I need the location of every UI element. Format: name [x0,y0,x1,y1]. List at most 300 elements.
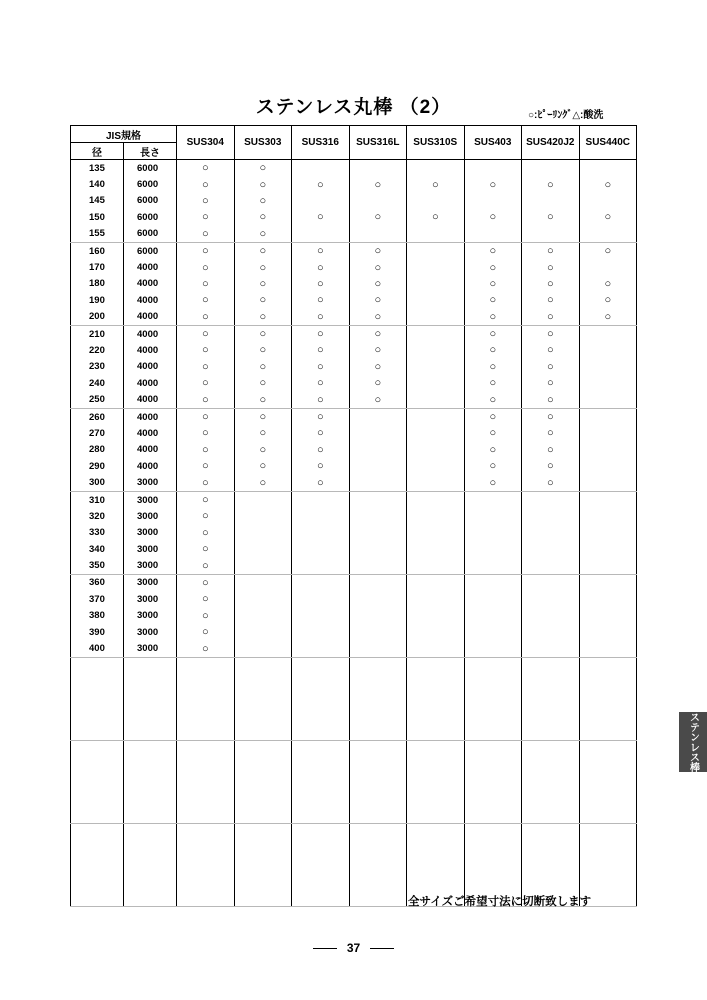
diameter-cell [71,806,124,823]
availability-mark: ○ [234,458,292,474]
availability-cell [579,740,637,757]
table-row [71,624,637,640]
table-row [71,591,637,607]
length-cell [124,723,177,740]
cutting-note: 全サイズご希望寸法に切断致します [408,896,592,908]
availability-cell [522,723,580,740]
availability-cell [177,674,235,690]
availability-cell [349,160,407,177]
diameter-cell: 240 [71,375,124,391]
availability-mark: ○ [349,309,407,326]
availability-cell [407,624,465,640]
length-cell [124,840,177,856]
availability-cell [407,691,465,707]
availability-mark: ○ [349,375,407,391]
availability-cell [292,757,350,773]
diameter-cell: 190 [71,292,124,308]
availability-cell [234,823,292,840]
table-row [71,840,637,856]
availability-cell [579,856,637,872]
availability-cell [579,608,637,624]
availability-cell [292,574,350,591]
availability-cell [579,259,637,275]
availability-cell [407,342,465,358]
length-cell [124,757,177,773]
availability-cell [292,525,350,541]
availability-cell [579,574,637,591]
diameter-cell: 360 [71,574,124,591]
length-cell [124,856,177,872]
availability-cell [522,790,580,806]
availability-mark: ○ [464,342,522,358]
availability-cell [234,840,292,856]
availability-cell [407,640,465,657]
availability-mark: ○ [234,375,292,391]
availability-mark: ○ [522,325,580,342]
availability-mark: ○ [177,474,235,491]
availability-cell [177,740,235,757]
table-row [71,608,637,624]
availability-mark: ○ [349,292,407,308]
availability-cell [177,873,235,889]
availability-mark: ○ [177,325,235,342]
availability-mark: ○ [292,292,350,308]
availability-cell [464,608,522,624]
availability-cell [579,474,637,491]
availability-mark: ○ [234,442,292,458]
availability-cell [579,806,637,823]
length-cell: 6000 [124,176,177,192]
availability-cell [407,674,465,690]
dash-right [370,948,394,949]
availability-cell [522,657,580,674]
availability-cell [579,342,637,358]
length-cell: 3000 [124,541,177,557]
table-row [71,856,637,872]
availability-cell [407,740,465,757]
availability-mark: ○ [522,209,580,225]
length-cell [124,773,177,789]
availability-mark: ○ [292,375,350,391]
table-row [71,226,637,243]
grade-header: SUS310S [407,126,465,160]
availability-cell [579,723,637,740]
availability-cell [464,160,522,177]
availability-cell [292,773,350,789]
availability-cell [579,458,637,474]
availability-cell [349,723,407,740]
availability-mark: ○ [177,193,235,209]
availability-cell [292,160,350,177]
availability-cell [234,657,292,674]
availability-cell [522,508,580,524]
availability-cell [407,442,465,458]
length-cell: 4000 [124,391,177,408]
table-row [71,309,637,326]
length-cell: 6000 [124,209,177,225]
availability-cell [177,840,235,856]
availability-mark: ○ [177,259,235,275]
availability-cell [464,723,522,740]
availability-cell [349,806,407,823]
availability-mark: ○ [177,375,235,391]
availability-cell [464,193,522,209]
diameter-cell: 140 [71,176,124,192]
availability-mark: ○ [522,408,580,425]
availability-cell [234,624,292,640]
availability-mark: ○ [177,525,235,541]
table-row [71,640,637,657]
availability-cell [292,508,350,524]
availability-cell [407,375,465,391]
diameter-cell: 170 [71,259,124,275]
table-row [71,474,637,491]
availability-cell [292,707,350,723]
availability-mark: ○ [177,541,235,557]
availability-cell [349,640,407,657]
availability-cell [579,790,637,806]
availability-cell [522,873,580,889]
diameter-cell [71,790,124,806]
availability-cell [407,242,465,259]
table-row [71,442,637,458]
availability-mark: ○ [292,176,350,192]
availability-mark: ○ [522,242,580,259]
availability-cell [522,740,580,757]
availability-cell [522,624,580,640]
diameter-cell [71,773,124,789]
availability-cell [234,541,292,557]
availability-cell [407,757,465,773]
length-cell [124,889,177,906]
availability-cell [234,790,292,806]
availability-cell [292,640,350,657]
availability-cell [234,773,292,789]
availability-mark: ○ [234,292,292,308]
availability-cell [407,276,465,292]
availability-mark: ○ [292,242,350,259]
table-row [71,508,637,524]
availability-cell [407,591,465,607]
availability-cell [234,707,292,723]
table-body [71,160,637,907]
stock-table [70,125,637,907]
availability-mark: ○ [407,209,465,225]
availability-mark: ○ [579,209,637,225]
length-cell [124,691,177,707]
availability-cell [522,193,580,209]
availability-cell [177,790,235,806]
length-cell: 3000 [124,624,177,640]
availability-cell [292,674,350,690]
availability-cell [579,624,637,640]
diameter-cell: 290 [71,458,124,474]
availability-mark: ○ [234,276,292,292]
availability-mark: ○ [522,474,580,491]
availability-mark: ○ [464,359,522,375]
availability-mark: ○ [177,342,235,358]
availability-cell [407,292,465,308]
diameter-cell [71,873,124,889]
availability-mark: ○ [234,309,292,326]
availability-cell [234,608,292,624]
diameter-cell: 220 [71,342,124,358]
table-row [71,375,637,391]
availability-mark: ○ [177,624,235,640]
page-title: ステンレス丸棒 （2） [255,97,452,118]
table-row [71,242,637,259]
length-cell [124,740,177,757]
availability-mark: ○ [292,309,350,326]
diameter-cell [71,840,124,856]
availability-cell [349,856,407,872]
availability-cell [292,657,350,674]
table-row [71,391,637,408]
availability-cell [407,160,465,177]
availability-mark: ○ [177,442,235,458]
availability-cell [349,840,407,856]
table-row [71,525,637,541]
availability-cell [579,840,637,856]
availability-cell [349,508,407,524]
diameter-cell: 330 [71,525,124,541]
length-cell: 6000 [124,226,177,243]
availability-cell [407,359,465,375]
availability-cell [177,723,235,740]
availability-mark: ○ [234,359,292,375]
table-row [71,458,637,474]
availability-cell [464,525,522,541]
availability-cell [464,624,522,640]
availability-cell [349,889,407,906]
availability-cell [349,624,407,640]
availability-cell [464,691,522,707]
availability-cell [407,541,465,557]
availability-mark: ○ [234,226,292,243]
availability-mark: ○ [349,325,407,342]
availability-cell [464,226,522,243]
length-cell: 4000 [124,408,177,425]
diameter-cell: 400 [71,640,124,657]
availability-mark: ○ [349,176,407,192]
availability-cell [292,740,350,757]
diameter-cell: 370 [71,591,124,607]
availability-cell [292,823,350,840]
availability-cell [579,707,637,723]
availability-mark: ○ [522,458,580,474]
availability-cell [522,574,580,591]
availability-mark: ○ [177,276,235,292]
availability-cell [522,608,580,624]
availability-mark: ○ [177,557,235,574]
availability-mark: ○ [177,209,235,225]
availability-cell [579,541,637,557]
table-row [71,657,637,674]
diameter-cell [71,740,124,757]
availability-cell [407,408,465,425]
diameter-cell: 145 [71,193,124,209]
availability-cell [579,873,637,889]
availability-cell [177,856,235,872]
availability-cell [407,723,465,740]
availability-cell [464,806,522,823]
availability-cell [349,707,407,723]
availability-cell [407,226,465,243]
availability-cell [522,840,580,856]
availability-cell [579,226,637,243]
availability-mark: ○ [234,325,292,342]
length-cell: 4000 [124,442,177,458]
availability-mark: ○ [464,259,522,275]
availability-mark: ○ [579,309,637,326]
availability-cell [464,790,522,806]
availability-mark: ○ [464,292,522,308]
jis-header: JIS規格 [71,126,177,143]
availability-cell [292,608,350,624]
availability-cell [349,525,407,541]
length-cell: 4000 [124,325,177,342]
availability-cell [349,474,407,491]
availability-cell [407,707,465,723]
availability-mark: ○ [579,276,637,292]
availability-cell [522,557,580,574]
availability-mark: ○ [234,176,292,192]
availability-mark: ○ [234,474,292,491]
availability-cell [579,193,637,209]
availability-cell [234,574,292,591]
table-row [71,425,637,441]
availability-cell [234,757,292,773]
table-row [71,193,637,209]
availability-cell [292,873,350,889]
table-row [71,342,637,358]
availability-cell [407,823,465,840]
length-cell: 4000 [124,292,177,308]
availability-cell [177,707,235,723]
availability-cell [177,657,235,674]
availability-cell [349,458,407,474]
availability-mark: ○ [522,259,580,275]
availability-mark: ○ [579,242,637,259]
length-cell: 3000 [124,557,177,574]
availability-cell [464,557,522,574]
availability-cell [292,840,350,856]
section-tab-label: ステンレス棒 [687,712,699,772]
table-row [71,276,637,292]
table-row [71,790,637,806]
availability-mark: ○ [522,276,580,292]
availability-cell [579,391,637,408]
availability-cell [579,823,637,840]
availability-cell [234,856,292,872]
availability-mark: ○ [177,608,235,624]
availability-mark: ○ [464,209,522,225]
availability-cell [177,691,235,707]
availability-mark: ○ [292,209,350,225]
availability-mark: ○ [522,359,580,375]
availability-mark: ○ [464,391,522,408]
availability-mark: ○ [234,160,292,177]
table-row [71,557,637,574]
availability-cell [579,557,637,574]
availability-mark: ○ [464,176,522,192]
length-cell [124,790,177,806]
availability-cell [177,889,235,906]
table-row [71,209,637,225]
availability-cell [407,325,465,342]
availability-mark: ○ [177,359,235,375]
availability-mark: ○ [292,474,350,491]
availability-mark: ○ [464,474,522,491]
availability-cell [464,707,522,723]
availability-cell [579,691,637,707]
diameter-cell: 210 [71,325,124,342]
availability-mark: ○ [177,591,235,607]
availability-cell [579,757,637,773]
diameter-cell: 300 [71,474,124,491]
availability-cell [407,309,465,326]
length-cell: 3000 [124,508,177,524]
table-row [71,806,637,823]
table-row [71,574,637,591]
availability-cell [522,491,580,508]
length-cell [124,657,177,674]
table-row [71,160,637,177]
availability-cell [234,723,292,740]
availability-cell [349,873,407,889]
availability-cell [522,525,580,541]
table-row [71,723,637,740]
grade-header: SUS316 [292,126,350,160]
availability-cell [349,657,407,674]
availability-cell [522,823,580,840]
availability-mark: ○ [177,242,235,259]
diameter-cell: 380 [71,608,124,624]
diameter-cell [71,707,124,723]
availability-cell [407,574,465,591]
availability-cell [292,557,350,574]
length-cell: 4000 [124,309,177,326]
availability-cell [234,873,292,889]
availability-cell [292,624,350,640]
availability-cell [349,408,407,425]
page-number [0,941,707,955]
availability-cell [177,773,235,789]
availability-cell [464,674,522,690]
availability-cell [407,259,465,275]
availability-cell [464,740,522,757]
availability-cell [234,806,292,823]
availability-mark: ○ [177,458,235,474]
availability-cell [407,806,465,823]
diameter-cell: 340 [71,541,124,557]
availability-cell [579,508,637,524]
availability-cell [464,591,522,607]
availability-cell [407,458,465,474]
availability-mark: ○ [349,259,407,275]
availability-cell [292,790,350,806]
availability-mark: ○ [292,342,350,358]
availability-mark: ○ [522,391,580,408]
diameter-cell [71,856,124,872]
availability-cell [349,193,407,209]
diameter-cell [71,823,124,840]
availability-mark: ○ [292,391,350,408]
availability-cell [292,541,350,557]
table-row [71,176,637,192]
diameter-cell: 150 [71,209,124,225]
availability-mark: ○ [177,176,235,192]
